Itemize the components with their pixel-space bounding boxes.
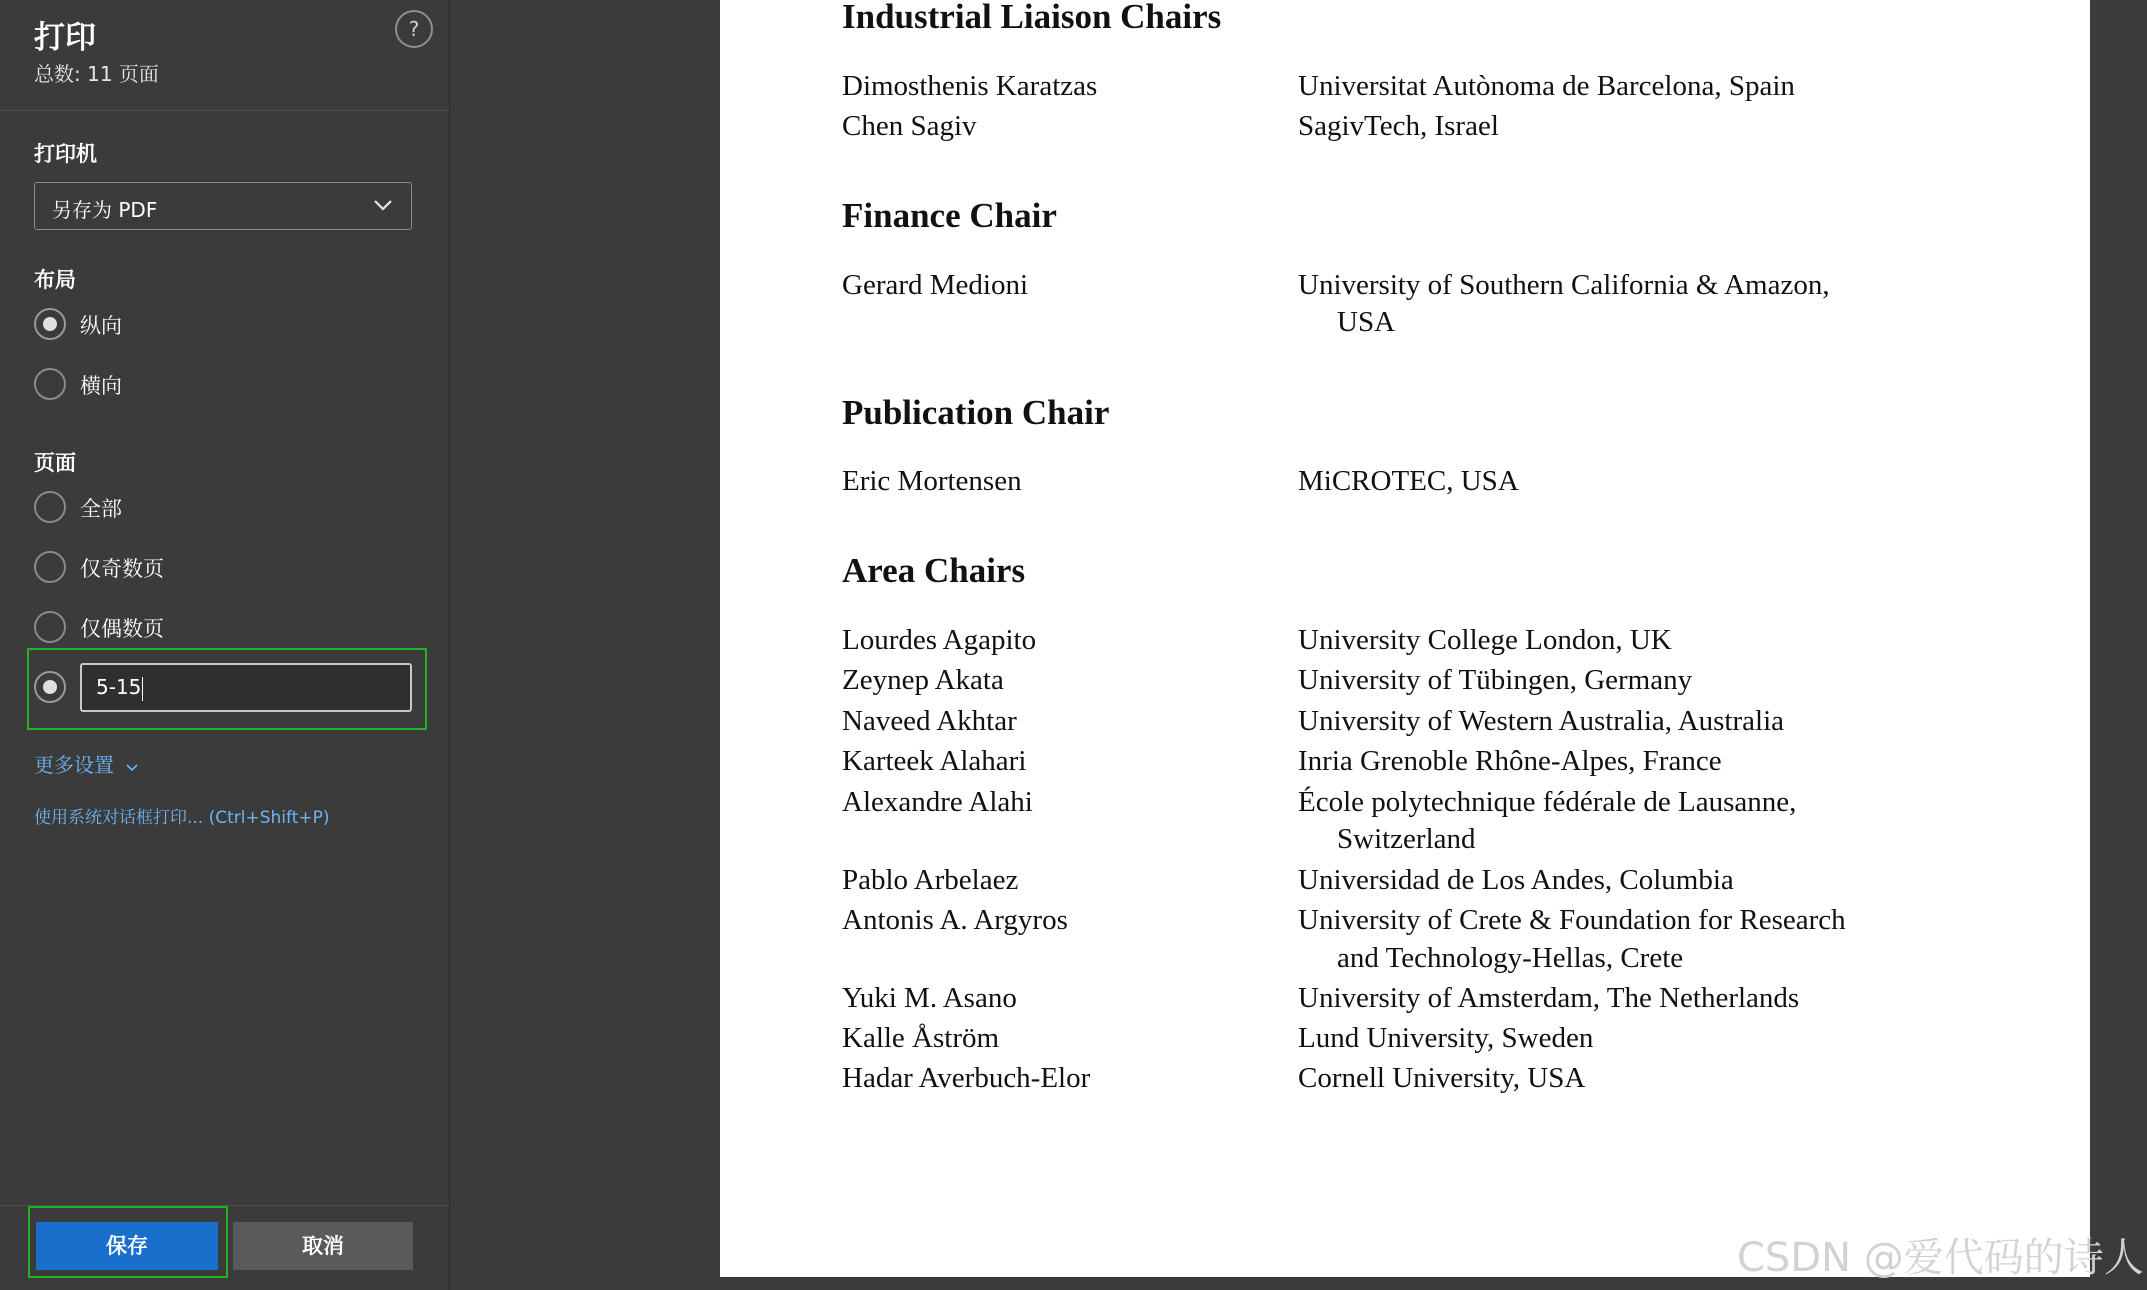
section-heading: Area Chairs bbox=[842, 551, 1026, 590]
chair-affiliation: Inria Grenoble Rhône-Alpes, France bbox=[1298, 745, 1722, 777]
system-dialog-link[interactable]: 使用系统对话框打印... (Ctrl+Shift+P) bbox=[34, 808, 330, 828]
pages-section-label: 页面 bbox=[34, 451, 76, 475]
page-range-value: 5-15 bbox=[96, 675, 142, 699]
chair-affiliation-continued: Switzerland bbox=[1337, 823, 1476, 855]
chevron-down-icon bbox=[369, 191, 397, 219]
printer-selected-value: 另存为 PDF bbox=[52, 198, 158, 222]
pages-even-radio[interactable] bbox=[34, 611, 66, 643]
chair-name: Eric Mortensen bbox=[842, 465, 1022, 497]
chair-name: Chen Sagiv bbox=[842, 110, 977, 142]
pages-custom-radio[interactable] bbox=[34, 671, 66, 703]
chair-affiliation: Cornell University, USA bbox=[1298, 1062, 1586, 1094]
chair-name: Zeynep Akata bbox=[842, 664, 1004, 696]
chair-name: Hadar Averbuch-Elor bbox=[842, 1062, 1091, 1094]
layout-landscape-label: 横向 bbox=[80, 374, 122, 398]
panel-divider bbox=[449, 0, 450, 1290]
chair-name: Alexandre Alahi bbox=[842, 786, 1033, 818]
layout-section-label: 布局 bbox=[34, 268, 76, 292]
chair-affiliation: University College London, UK bbox=[1298, 624, 1672, 656]
pages-all-label: 全部 bbox=[80, 497, 122, 521]
chair-affiliation: University of Western Australia, Australia bbox=[1298, 705, 1785, 737]
section-heading: Publication Chair bbox=[842, 393, 1110, 432]
chair-name: Naveed Akhtar bbox=[842, 705, 1017, 737]
chair-name: Antonis A. Argyros bbox=[842, 904, 1068, 936]
text-caret bbox=[142, 677, 143, 701]
chair-name: Dimosthenis Karatzas bbox=[842, 70, 1098, 102]
pages-odd-label: 仅奇数页 bbox=[80, 557, 164, 581]
print-dialog-title: 打印 bbox=[34, 20, 96, 56]
chair-affiliation: University of Tübingen, Germany bbox=[1298, 664, 1693, 696]
section-heading: Industrial Liaison Chairs bbox=[842, 0, 1222, 36]
chair-affiliation-continued: USA bbox=[1337, 306, 1396, 338]
layout-portrait-label: 纵向 bbox=[80, 314, 122, 338]
chair-affiliation: University of Crete & Foundation for Research bbox=[1298, 904, 1846, 936]
csdn-watermark: CSDN @爱代码的诗人 bbox=[1737, 1235, 2144, 1281]
print-preview-page bbox=[720, 0, 2090, 1277]
chair-affiliation: Universitat Autònoma de Barcelona, Spain bbox=[1298, 70, 1795, 102]
pages-odd-radio[interactable] bbox=[34, 551, 66, 583]
pages-all-radio[interactable] bbox=[34, 491, 66, 523]
print-settings-panel bbox=[0, 0, 449, 1290]
more-settings-label: 更多设置 bbox=[34, 753, 114, 777]
chair-name: Karteek Alahari bbox=[842, 745, 1027, 777]
section-heading: Finance Chair bbox=[842, 196, 1057, 235]
printer-select[interactable] bbox=[34, 182, 412, 230]
total-pages-count: 总数: 11 页面 bbox=[34, 62, 159, 86]
chair-name: Gerard Medioni bbox=[842, 269, 1029, 301]
chevron-down-icon bbox=[124, 759, 140, 775]
layout-portrait-radio[interactable] bbox=[34, 308, 66, 340]
printer-section-label: 打印机 bbox=[34, 142, 97, 166]
more-settings-link[interactable] bbox=[34, 749, 140, 778]
layout-landscape-radio[interactable] bbox=[34, 368, 66, 400]
chair-name: Yuki M. Asano bbox=[842, 982, 1017, 1014]
help-button[interactable] bbox=[395, 10, 433, 48]
chair-name: Lourdes Agapito bbox=[842, 624, 1037, 656]
cancel-button[interactable]: 取消 bbox=[233, 1222, 413, 1270]
chair-affiliation: SagivTech, Israel bbox=[1298, 110, 1499, 142]
chair-name: Kalle Åström bbox=[842, 1022, 1000, 1054]
chair-affiliation: University of Amsterdam, The Netherlands bbox=[1298, 982, 1800, 1014]
chair-affiliation: MiCROTEC, USA bbox=[1298, 465, 1519, 497]
page-range-input[interactable] bbox=[80, 663, 412, 712]
chair-affiliation: École polytechnique fédérale de Lausanne, bbox=[1298, 786, 1797, 818]
question-circle-icon: ? bbox=[408, 17, 420, 41]
chair-affiliation-continued: and Technology-Hellas, Crete bbox=[1337, 942, 1684, 974]
chair-affiliation: University of Southern California & Amazon, bbox=[1298, 269, 1830, 301]
chair-affiliation: Lund University, Sweden bbox=[1298, 1022, 1594, 1054]
header-divider bbox=[0, 110, 449, 111]
save-button[interactable]: 保存 bbox=[36, 1222, 218, 1270]
pages-even-label: 仅偶数页 bbox=[80, 617, 164, 641]
chair-affiliation: Universidad de Los Andes, Columbia bbox=[1298, 864, 1734, 896]
chair-name: Pablo Arbelaez bbox=[842, 864, 1019, 896]
